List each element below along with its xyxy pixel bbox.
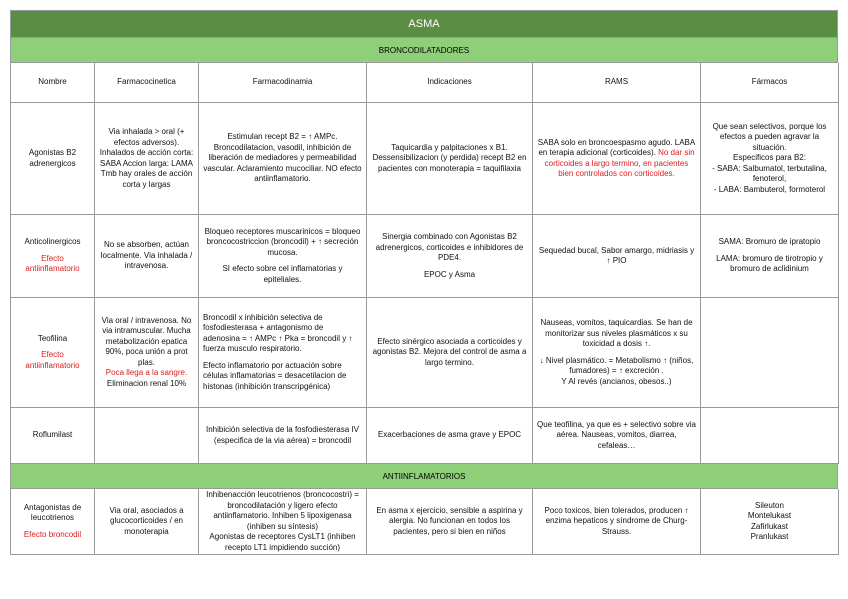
antagonistas-farmaco: Pranlukast (750, 532, 789, 541)
agonistas-farmacos-line: - SABA: Salbumatol, terbutalina, fenoterol, (712, 163, 827, 184)
agonistas-farmacocinetica: Via inhalada > oral (+ efectos adversos). Inhalados de acción corta: SABA Accion larga: LAMA Tmb hay orales de acción corta y largas (95, 103, 199, 215)
teofilina-farmacocinetica-1: Via oral / intravenosa. No via intramuscular. Mucha metabolización epatica 90%, poca unión a prot plas. (101, 315, 192, 367)
antagonistas-farmacodinamia (199, 489, 367, 555)
section-broncodilatadores: BRONCODILATADORES (10, 38, 838, 63)
antagonistas-farmaco: Montelukast (747, 511, 792, 520)
antagonistas-farmacodinamia-1: Inhibenacción leucotrienos (broncocostri) = broncodilatación y ligero efecto antiinflamatorio. Inhiben 5 lipoxigenasa (inhiben su síntesis) (206, 490, 359, 531)
agonistas-rams-text: SABA solo en broncoespasmo agudo. LABA en terapia adicional (corticoides). (537, 137, 696, 157)
antagonistas-farmacocinetica: Via oral, asociados a glucocorticoides / en monoterapia (95, 489, 199, 555)
teofilina-rams-1: Nauseas, vomitos, taquicardias. Se han de monitorizar sus niveles plasmáticos x su toxicidad a dosis ↑. (540, 318, 693, 348)
antagonistas-farmaco: Sileuton (755, 500, 784, 510)
header-rams: RAMS (533, 63, 701, 103)
agonistas-indicaciones: Taquicardia y palpitaciones x B1. Dessensibilizacion (y perdida) recept B2 en pacientes con monoterapia = taquifilaxia (367, 103, 533, 215)
roflumilast-farmacodinamia: Inhibición selectiva de la fosfodiesterasa IV (especifica de la via aérea) = broncodil (199, 408, 367, 464)
header-farmacodinamia: Farmacodinamia (199, 63, 367, 103)
agonistas-rams-warning: No dar sin corticoides a largo termino, en pacientes bien controlados con corticoides. (544, 148, 695, 178)
anticolinergicos-farmacocinetica: No se absorben, actúan localmente. Via inhalada / intravenosa. (95, 215, 199, 298)
agonistas-rams (533, 103, 701, 215)
teofilina-farmacocinetica-warning: Poca llega a la sangre. (105, 368, 188, 378)
anticolinergicos-efecto: Efecto antiinflamatorio (25, 253, 80, 274)
table-grid-antiinflamatorios (10, 489, 838, 555)
antagonistas-farmacodinamia-2: Agonistas de receptores CysLT1 (inhiben recepto LT1 impidiendo succión) (209, 532, 356, 552)
teofilina-rams-3: Y Al revés (ancianos, obesos..) (561, 376, 672, 386)
anticolinergicos-indicaciones-1: Sinergia combinado con Agonistas B2 adrenergicos, corticoides e inhibidores de PDE4. (375, 232, 524, 262)
agonistas-farmacos-line: Que sean selectivos, porque los efectos a pueden agravar la situación. (712, 121, 827, 152)
anticolinergicos-nombre: Anticolinergicos (24, 237, 81, 247)
anticolinergicos-farmacos-2: LAMA: bromuro de tirotropio y bromuro de aclidinium (716, 253, 823, 274)
teofilina-rams-2: ↓ Nivel plasmático. = Metabolismo ↑ (niños, fumadores) = ↑ excreción . (539, 355, 694, 375)
antagonistas-efecto: Efecto broncodil (23, 529, 82, 539)
teofilina-farmacos (701, 298, 839, 408)
anticolinergicos-farmacodinamia-1: Bloqueo receptores muscarinicos = bloqueo broncocostriccion (broncodil) + ↑ secreción mucosa. (204, 226, 361, 257)
agonistas-farmacos (701, 103, 839, 215)
header-nombre: Nombre (11, 63, 95, 103)
asma-table (10, 10, 838, 555)
roflumilast-nombre: Roflumilast (11, 408, 95, 464)
roflumilast-indicaciones: Exacerbaciones de asma grave y EPOC (367, 408, 533, 464)
anticolinergicos-farmacodinamia-2: SI efecto sobre cel inflamatorias y epiteliales. (222, 264, 343, 284)
teofilina-nombre-cell (11, 298, 95, 408)
anticolinergicos-farmacodinamia (199, 215, 367, 298)
teofilina-nombre: Teofilina (37, 333, 68, 343)
antagonistas-nombre: Antagonistas de leucotrienos (23, 502, 82, 523)
agonistas-nombre: Agonistas B2 adrenergicos (11, 103, 95, 215)
agonistas-farmacos-line: Especificos para B2: (733, 153, 806, 163)
antagonistas-nombre-cell (11, 489, 95, 555)
roflumilast-farmacocinetica (95, 408, 199, 464)
antagonistas-rams: Poco toxicos, bien tolerados, producen ↑ enzima hepaticos y síndrome de Churg-Strauss. (533, 489, 701, 555)
table-title: ASMA (10, 10, 838, 38)
teofilina-farmacocinetica (95, 298, 199, 408)
teofilina-rams (533, 298, 701, 408)
anticolinergicos-indicaciones-2: EPOC y Asma (423, 269, 476, 279)
agonistas-farmacos-line: - LABA: Bambuterol, formoterol (713, 184, 826, 194)
section-antiinflamatorios: ANTIINFLAMATORIOS (10, 464, 838, 489)
teofilina-farmacodinamia (199, 298, 367, 408)
antagonistas-farmacos (701, 489, 839, 555)
roflumilast-rams: Que teofilina, ya que es + selectivo sobre via aérea. Nauseas, vomitos, diarrea, cefaleas… (533, 408, 701, 464)
anticolinergicos-indicaciones (367, 215, 533, 298)
teofilina-farmacodinamia-2: Efecto inflamatorio por actuación sobre células inflamatorias = desacetilacion de histonas (inhibición transcripgénica) (203, 360, 347, 391)
table-grid (10, 63, 838, 464)
teofilina-farmacocinetica-2: Eliminacion renal 10% (106, 378, 187, 388)
roflumilast-farmacos (701, 408, 839, 464)
anticolinergicos-nombre-cell (11, 215, 95, 298)
agonistas-farmacodinamia: Estimulan recept B2 = ↑ AMPc. Broncodilatacion, vasodil, inhibición de liberación de mediadores y permeabilidad vascular. Aclaramiento mucociliar. NO efecto antiinflamatorio. (199, 103, 367, 215)
teofilina-farmacodinamia-1: Broncodil x inhibición selectiva de fosfodiesterasa + antagonismo de adenosina = ↑ AMPc ↑ Pka = broncodil y ↑ fuerza musculo respiratorio. (203, 312, 353, 354)
header-farmacocinetica: Farmacocinetica (95, 63, 199, 103)
teofilina-efecto: Efecto antiinflamatorio (25, 350, 80, 370)
teofilina-indicaciones: Efecto sinérgico asociada a corticoides y agonistas B2. Mejora del control de asma a largo termino. (367, 298, 533, 408)
antagonistas-indicaciones: En asma x ejercicio, sensible a aspirina y alergia. No funcionan en todos los pacientes, pero si bien en niños (367, 489, 533, 555)
header-farmacos: Fármacos (701, 63, 839, 103)
anticolinergicos-rams: Sequedad bucal, Sabor amargo, midriasis y ↑ PIO (533, 215, 701, 298)
anticolinergicos-farmacos-1: SAMA: Bromuro de ipratopio (718, 237, 821, 247)
antagonistas-farmaco: Zafirlukast (751, 521, 788, 531)
anticolinergicos-farmacos (701, 215, 839, 298)
header-indicaciones: Indicaciones (367, 63, 533, 103)
